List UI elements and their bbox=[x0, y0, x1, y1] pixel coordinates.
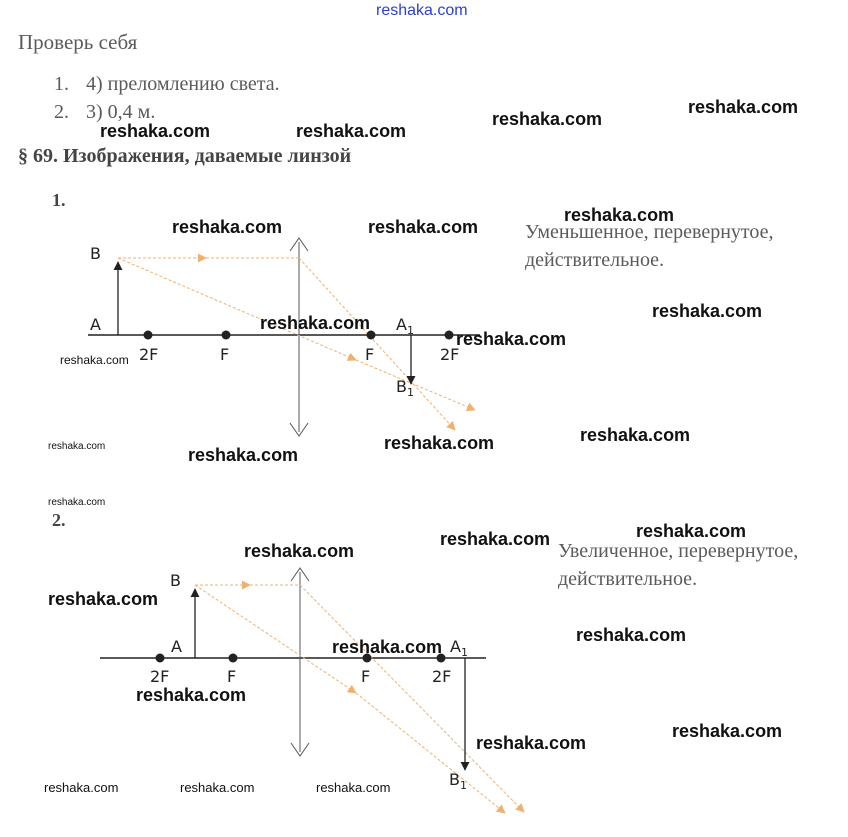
d2-label-b1-sub: 1 bbox=[459, 779, 467, 793]
d1-label-a1 bbox=[396, 315, 414, 337]
d2-label-a1 bbox=[450, 637, 468, 659]
check-item-1-num: 1. bbox=[54, 73, 69, 95]
site-header-link[interactable]: reshaka.com bbox=[376, 2, 468, 19]
watermark: reshaka.com bbox=[260, 313, 371, 333]
d1-label-b1-sub: 1 bbox=[406, 386, 414, 400]
task1-answer-line1: Уменьшенное, перевернутое, bbox=[525, 221, 774, 243]
d2-label-a1-main: A bbox=[450, 637, 461, 656]
d1-label-a: A bbox=[90, 315, 101, 334]
watermark: reshaka.com bbox=[688, 97, 799, 117]
d1-label-b: B bbox=[90, 244, 101, 263]
task1-number: 1. bbox=[52, 190, 66, 210]
watermark-small: reshaka.com bbox=[60, 353, 129, 367]
watermark: reshaka.com bbox=[296, 121, 407, 141]
d1-point-f-left bbox=[222, 331, 231, 340]
d1-ray-center-cont bbox=[356, 360, 475, 410]
d2-label-b1-main: B bbox=[449, 770, 460, 789]
d2-ray-refracted bbox=[300, 585, 524, 812]
watermark: reshaka.com bbox=[492, 109, 603, 129]
d1-label-2f-right: 2F bbox=[440, 345, 460, 364]
watermark: reshaka.com bbox=[456, 329, 567, 349]
check-item-2-num: 2. bbox=[54, 101, 69, 123]
check-title: Проверь себя bbox=[18, 30, 138, 54]
watermark: reshaka.com bbox=[100, 121, 211, 141]
watermark: reshaka.com bbox=[188, 445, 299, 465]
watermark: reshaka.com bbox=[332, 637, 443, 657]
watermark: reshaka.com bbox=[564, 205, 675, 225]
d1-point-2f-left bbox=[144, 331, 153, 340]
watermark-small: reshaka.com bbox=[48, 497, 106, 508]
d2-label-a1-sub: 1 bbox=[460, 646, 468, 660]
d1-label-a1-main: A bbox=[396, 315, 407, 334]
watermark-small: reshaka.com bbox=[48, 441, 106, 452]
task1-answer-line2: действительное. bbox=[525, 249, 665, 271]
d2-label-2f-right: 2F bbox=[432, 667, 452, 686]
d2-label-2f-left: 2F bbox=[150, 667, 170, 686]
watermark: reshaka.com bbox=[476, 733, 587, 753]
watermark: reshaka.com bbox=[576, 625, 687, 645]
watermark: reshaka.com bbox=[672, 721, 783, 741]
watermark: reshaka.com bbox=[580, 425, 691, 445]
watermark: reshaka.com bbox=[136, 685, 247, 705]
watermark: reshaka.com bbox=[652, 301, 763, 321]
check-item-2-text: 3) 0,4 м. bbox=[86, 101, 156, 123]
d2-label-b1 bbox=[449, 770, 467, 792]
watermark: reshaka.com bbox=[368, 217, 479, 237]
d1-label-f-left: F bbox=[220, 345, 230, 364]
task2-number: 2. bbox=[52, 510, 66, 530]
d1-point-2f-right bbox=[445, 331, 454, 340]
watermark-small: reshaka.com bbox=[180, 780, 255, 795]
task2-answer-line1: Увеличенное, перевернутое, bbox=[558, 540, 799, 562]
d2-label-b: B bbox=[170, 571, 181, 590]
d2-point-2f-left bbox=[156, 654, 165, 663]
d2-label-f-right: F bbox=[361, 667, 371, 686]
d1-label-2f-left: 2F bbox=[139, 345, 159, 364]
d1-label-b1-main: B bbox=[396, 377, 407, 396]
watermark: reshaka.com bbox=[244, 541, 355, 561]
d2-label-a: A bbox=[171, 637, 182, 656]
d1-label-f-right: F bbox=[365, 345, 375, 364]
task2-answer-line2: действительное. bbox=[558, 568, 698, 590]
watermark: reshaka.com bbox=[48, 589, 159, 609]
diagram-1 bbox=[88, 238, 480, 436]
watermark: reshaka.com bbox=[172, 217, 283, 237]
d1-label-b1 bbox=[396, 377, 414, 399]
d1-ray-refracted bbox=[299, 258, 455, 430]
watermark: reshaka.com bbox=[636, 521, 747, 541]
watermark: reshaka.com bbox=[440, 529, 551, 549]
watermark-small: reshaka.com bbox=[316, 780, 391, 795]
check-item-1-text: 4) преломлению света. bbox=[86, 73, 280, 95]
section-title: § 69. Изображения, даваемые линзой bbox=[18, 145, 352, 167]
watermark: reshaka.com bbox=[384, 433, 495, 453]
d2-label-f-left: F bbox=[227, 667, 237, 686]
d2-point-f-left bbox=[229, 654, 238, 663]
d1-label-a1-sub: 1 bbox=[406, 324, 414, 338]
watermark-small: reshaka.com bbox=[44, 780, 119, 795]
